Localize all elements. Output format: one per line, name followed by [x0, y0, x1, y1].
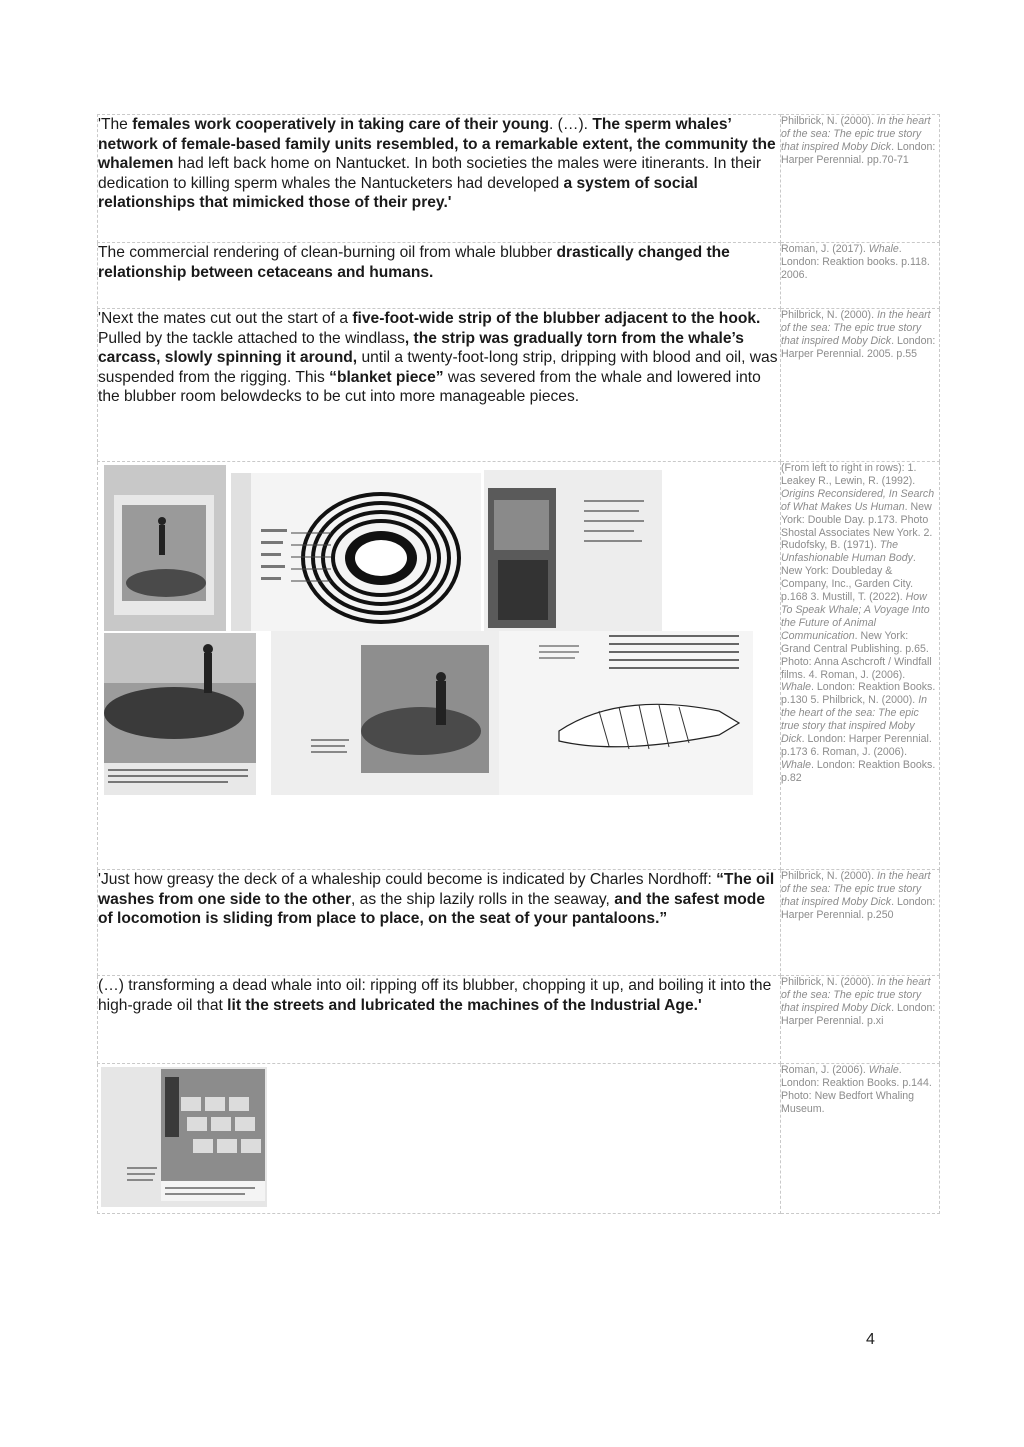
emphasis-text: and the safest mode of locomotion is sliding from place to place, on the seat of your pantaloons.”	[98, 890, 765, 928]
citation-text: Philbrick, N. (2000).	[781, 870, 877, 882]
citation-text: Philbrick, N. (2000).	[781, 976, 877, 988]
citation-title: In the heart of the sea: The epic true story that inspired Moby Dick	[781, 870, 931, 908]
citation-text: . New York: Grand Central Publishing. p.65. Photo: Anna Aschcroft / Windfall films. 4. Roman, J. (2006).	[781, 629, 932, 681]
emphasis-text: lit the streets and lubricated the machines of the Industrial Age.'	[227, 996, 702, 1014]
quote-text: had left back home on Nantucket. In both societies the males were itinerants. In their dedication to killing sperm whales the Nantucketers had developed	[98, 155, 762, 192]
citation-text: . London: Reaktion books. p.118. 2006.	[781, 243, 930, 281]
citation-text: Philbrick, N. (2000).	[781, 309, 877, 321]
citation-title: Whale	[868, 1064, 899, 1076]
emphasis-text: five-foot-wide strip of the blubber adjacent to the hook.	[352, 310, 761, 327]
collage-photo-1	[104, 465, 226, 631]
citation-text: . New York: Doubleday & Company, Inc., Garden City. p.168 3. Mustill, T. (2022).	[781, 552, 916, 604]
citation-text: . London: Harper Perennial. p.173 6. Roman, J. (2006).	[781, 733, 932, 758]
quote-text: (…) transforming a dead whale into oil: ripping off its blubber, chopping it up, and boiling it into the high-grade oil that	[98, 977, 772, 1014]
citation-text: Philbrick, N. (2000).	[781, 115, 877, 127]
whale-oil-photo	[101, 1067, 267, 1207]
emphasis-text: females work cooperatively in taking care of their young	[132, 116, 550, 133]
citation-title: In the heart of the sea: The epic true story that inspired Moby Dick	[781, 115, 931, 153]
quote-text: The commercial rendering of clean-burning oil from whale blubber	[98, 244, 557, 261]
citation-text: . London: Harper Perennial. pp.70-71	[781, 140, 936, 166]
quote-cell	[98, 243, 781, 309]
citation-title: Whale	[781, 681, 812, 694]
emphasis-text: The sperm whales’ network of female-based family units resembled, to a remarkable extent, the community the whalemen	[98, 116, 776, 173]
quote-text: was severed from the whale and lowered into the blubber room belowdecks to be cut into more manageable pieces.	[98, 368, 761, 406]
citation-title: In the heart of the sea: The epic true story that inspired Moby Dick	[781, 976, 931, 1014]
emphasis-text: “blanket piece”	[329, 368, 444, 386]
quote-text: 'The	[98, 116, 133, 133]
citation-cell	[781, 115, 940, 243]
table-row	[98, 243, 940, 309]
image-cell	[98, 1064, 781, 1214]
citation-text: . London: Reaktion Books. p.82	[781, 758, 936, 784]
citation-cell	[781, 1064, 940, 1214]
citation-text: . London: Harper Perennial. 2005. p.55	[781, 334, 936, 360]
table-row	[98, 1064, 940, 1214]
citation-cell	[781, 309, 940, 462]
citation-title: The Unfashionable Human Body	[781, 539, 913, 565]
citation-cell	[781, 243, 940, 309]
citation-text: . London: Reaktion Books. p.144. Photo: New Bedfort Whaling Museum.	[781, 1064, 932, 1115]
citation-title: In the heart of the sea: The epic true story that inspired Moby Dick	[781, 694, 928, 746]
citation-text: (From left to right in rows): 1. Leakey R., Lewin, R. (1992).	[781, 462, 917, 487]
citation-title: In the heart of the sea: The epic true story that inspired Moby Dick	[781, 309, 931, 347]
citation-title: Whale	[868, 243, 899, 255]
quote-text: until a twenty-foot-long strip, dripping with blood and oil, was suspended from the rigging. This	[98, 349, 778, 386]
content-table	[97, 114, 940, 1214]
page-number: 4	[866, 1331, 875, 1348]
citation-title: Whale	[781, 758, 812, 771]
citation-text: . London: Harper Perennial. p.xi	[781, 1001, 936, 1027]
quote-cell	[98, 115, 781, 243]
quote-cell	[98, 309, 781, 462]
citation-text: . New York: Double Day. p.173. Photo Shostal Associates New York. 2. Rudofsky, B. (1971).	[781, 500, 933, 552]
table-row	[98, 976, 940, 1064]
citation-text: Roman, J. (2017).	[781, 243, 869, 255]
emphasis-text: drastically changed the relationship between cetaceans and humans.	[98, 244, 730, 281]
quote-text: 'Just how greasy the deck of a whaleship could become is indicated by Charles Nordhoff:	[98, 871, 717, 888]
collage-photo-6	[499, 631, 753, 795]
emphasis-text: , the strip was gradually torn from the whale’s carcass, slowly spinning it around,	[98, 329, 744, 367]
citation-cell	[781, 976, 940, 1064]
table-row	[98, 870, 940, 976]
quote-text: 'Next the mates cut out the start of a	[98, 310, 353, 327]
photo-collage	[101, 465, 761, 800]
citation-text: . London: Reaktion Books. p.130 5. Philbrick, N. (2000).	[781, 681, 936, 707]
collage-photo-2	[231, 473, 481, 631]
quote-cell	[98, 976, 781, 1064]
table-row	[98, 309, 940, 462]
citation-text: . London: Harper Perennial. p.250	[781, 895, 936, 921]
collage-photo-5	[271, 631, 501, 795]
table-row	[98, 115, 940, 243]
quote-text: , as the ship lazily rolls in the seaway,	[351, 890, 615, 908]
citation-cell	[781, 870, 940, 976]
collage-photo-4	[104, 633, 256, 795]
citation-title: Origins Reconsidered, In Search of What Makes Us Human	[781, 487, 935, 513]
emphasis-text: a system of social relationships that mimicked those of their prey.'	[98, 174, 698, 212]
quote-text: . (…).	[549, 116, 593, 133]
citation-text: Roman, J. (2006).	[781, 1064, 869, 1076]
collage-photo-3	[484, 470, 662, 631]
table-row	[98, 462, 940, 870]
emphasis-text: “The oil washes from one side to the other	[98, 871, 775, 908]
quote-text: Pulled by the tackle attached to the windlass	[98, 329, 405, 347]
citation-cell	[781, 462, 940, 870]
image-cell	[98, 462, 781, 870]
citation-title: How To Speak Whale; A Voyage Into the Future of Animal Communication	[781, 591, 930, 642]
quote-cell	[98, 870, 781, 976]
